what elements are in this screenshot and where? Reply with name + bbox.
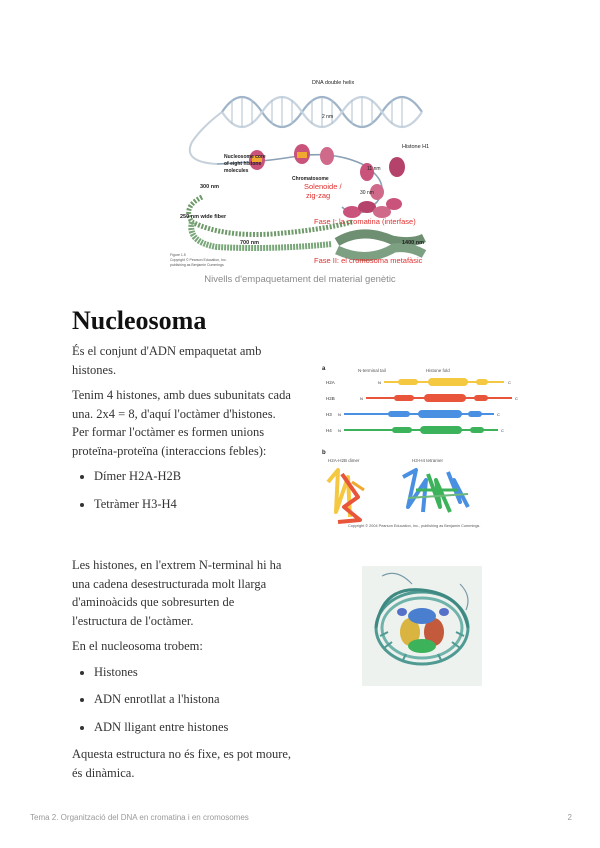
nucleosome-list (72, 663, 292, 737)
svg-text:C: C (497, 412, 500, 417)
label-histone-fold: Histone fold (426, 368, 450, 373)
dna-packaging-figure (162, 72, 442, 272)
svg-text:C: C (508, 380, 511, 385)
svg-text:C: C (501, 428, 504, 433)
histone-row-h4 (326, 426, 504, 434)
figure2-copyright: Copyright © 2004 Pearson Education, Inc., publishing as Benjamin Cummings. (348, 524, 481, 528)
histone-row-h2b (326, 394, 518, 402)
svg-text:H2B: H2B (326, 396, 335, 401)
label-credit-2: publishing as Benjamin Cummings (170, 263, 224, 267)
label-11nm: 11 nm (367, 166, 381, 172)
label-fiber: 250 nm wide fiber (180, 214, 227, 220)
label-chromatosome: Chromatosome (292, 176, 329, 182)
footer-page-number: 2 (567, 813, 572, 822)
label-solenoid-1: Solenoide / (304, 182, 342, 191)
list-item: • ADN enrotllat a l'histona (94, 690, 292, 709)
dna-double-helix (222, 97, 422, 127)
section-intro (72, 342, 292, 522)
label-n-tail: N-terminal tail (358, 368, 386, 373)
label-dna: DNA double helix (312, 80, 355, 86)
intro-paragraph-1: És el conjunt d'ADN empaquetat amb histones. (72, 344, 262, 377)
solenoid-fiber (343, 198, 402, 218)
label-figure: Figure 1.5 (170, 253, 186, 257)
label-credit-1: Copyright © Pearson Education, Inc. (170, 258, 227, 262)
section-nucleosome (72, 556, 292, 789)
nucleosome-paragraph-2: En el nucleosoma trobem: (72, 639, 203, 653)
page-title: Nucleosoma (72, 306, 207, 335)
list-item: • ADN lligant entre histones (94, 718, 292, 737)
label-dimer: H2A-H2B dimer (328, 458, 360, 463)
label-1400nm: 1400 nm (402, 240, 425, 246)
svg-text:N: N (378, 380, 381, 385)
label-2nm: 2 nm (322, 114, 334, 120)
label-solenoid-2: zig-zag (306, 191, 331, 200)
footer-chapter: Tema 2. Organització del DNA en cromatina i en cromosomes (30, 813, 249, 822)
label-phase-1: Fase I: la cromatina (interfase) (314, 217, 416, 226)
svg-text:N: N (360, 396, 363, 401)
panel-a-label: a (322, 366, 326, 372)
svg-text:N: N (338, 412, 341, 417)
histone-row-h2a (326, 378, 511, 386)
dimer-structure (328, 470, 364, 522)
list-item: • Tetràmer H3-H4 (94, 495, 292, 514)
tetramer-structure (403, 470, 468, 512)
intro-paragraph-2: Tenim 4 histones, amb dues subunitats cada una. 2x4 = 8, d'aquí l'octàmer d'histones. Per formar l'octàmer es formen unions proteïna-proteïna (interaccions febles): (72, 388, 291, 458)
label-tetramer: H3-H4 tetramer (412, 458, 444, 463)
svg-text:N: N (338, 428, 341, 433)
label-700nm: 700 nm (240, 240, 259, 246)
nucleosome-paragraph-3: Aquesta estructura no és fixe, es pot moure, és dinàmica. (72, 747, 292, 780)
svg-text:H2A: H2A (326, 380, 335, 385)
list-item: • Dímer H2A-H2B (94, 467, 292, 486)
list-item: • Histones (94, 663, 292, 682)
label-core2: of eight histone (224, 161, 262, 167)
svg-text:H3: H3 (326, 412, 332, 417)
panel-b-label: b (322, 450, 326, 456)
histone-row-h3 (326, 410, 500, 418)
label-core: Nucleosome core (224, 154, 266, 160)
label-300nm: 300 nm (200, 184, 219, 190)
svg-text:H4: H4 (326, 428, 332, 433)
figure1-caption: Nivells d'empaquetament del material genètic (204, 274, 396, 285)
histone-structure-figure (308, 362, 530, 530)
label-core3: molecules (224, 168, 249, 174)
label-phase-2: Fase II: el cromosoma metafàsic (314, 256, 423, 265)
nucleosome-paragraph-1: Les histones, en l'extrem N-terminal hi ha una cadena desestructurada molt llarga d'aminoàcids que sobresurten de l'estructura de l'octàmer. (72, 558, 282, 628)
svg-text:C: C (515, 396, 518, 401)
label-30nm: 30 nm (360, 190, 374, 196)
label-histone-h1: Histone H1 (402, 144, 430, 150)
nucleosome-structure-figure (362, 566, 482, 686)
octamer-list (72, 467, 292, 513)
